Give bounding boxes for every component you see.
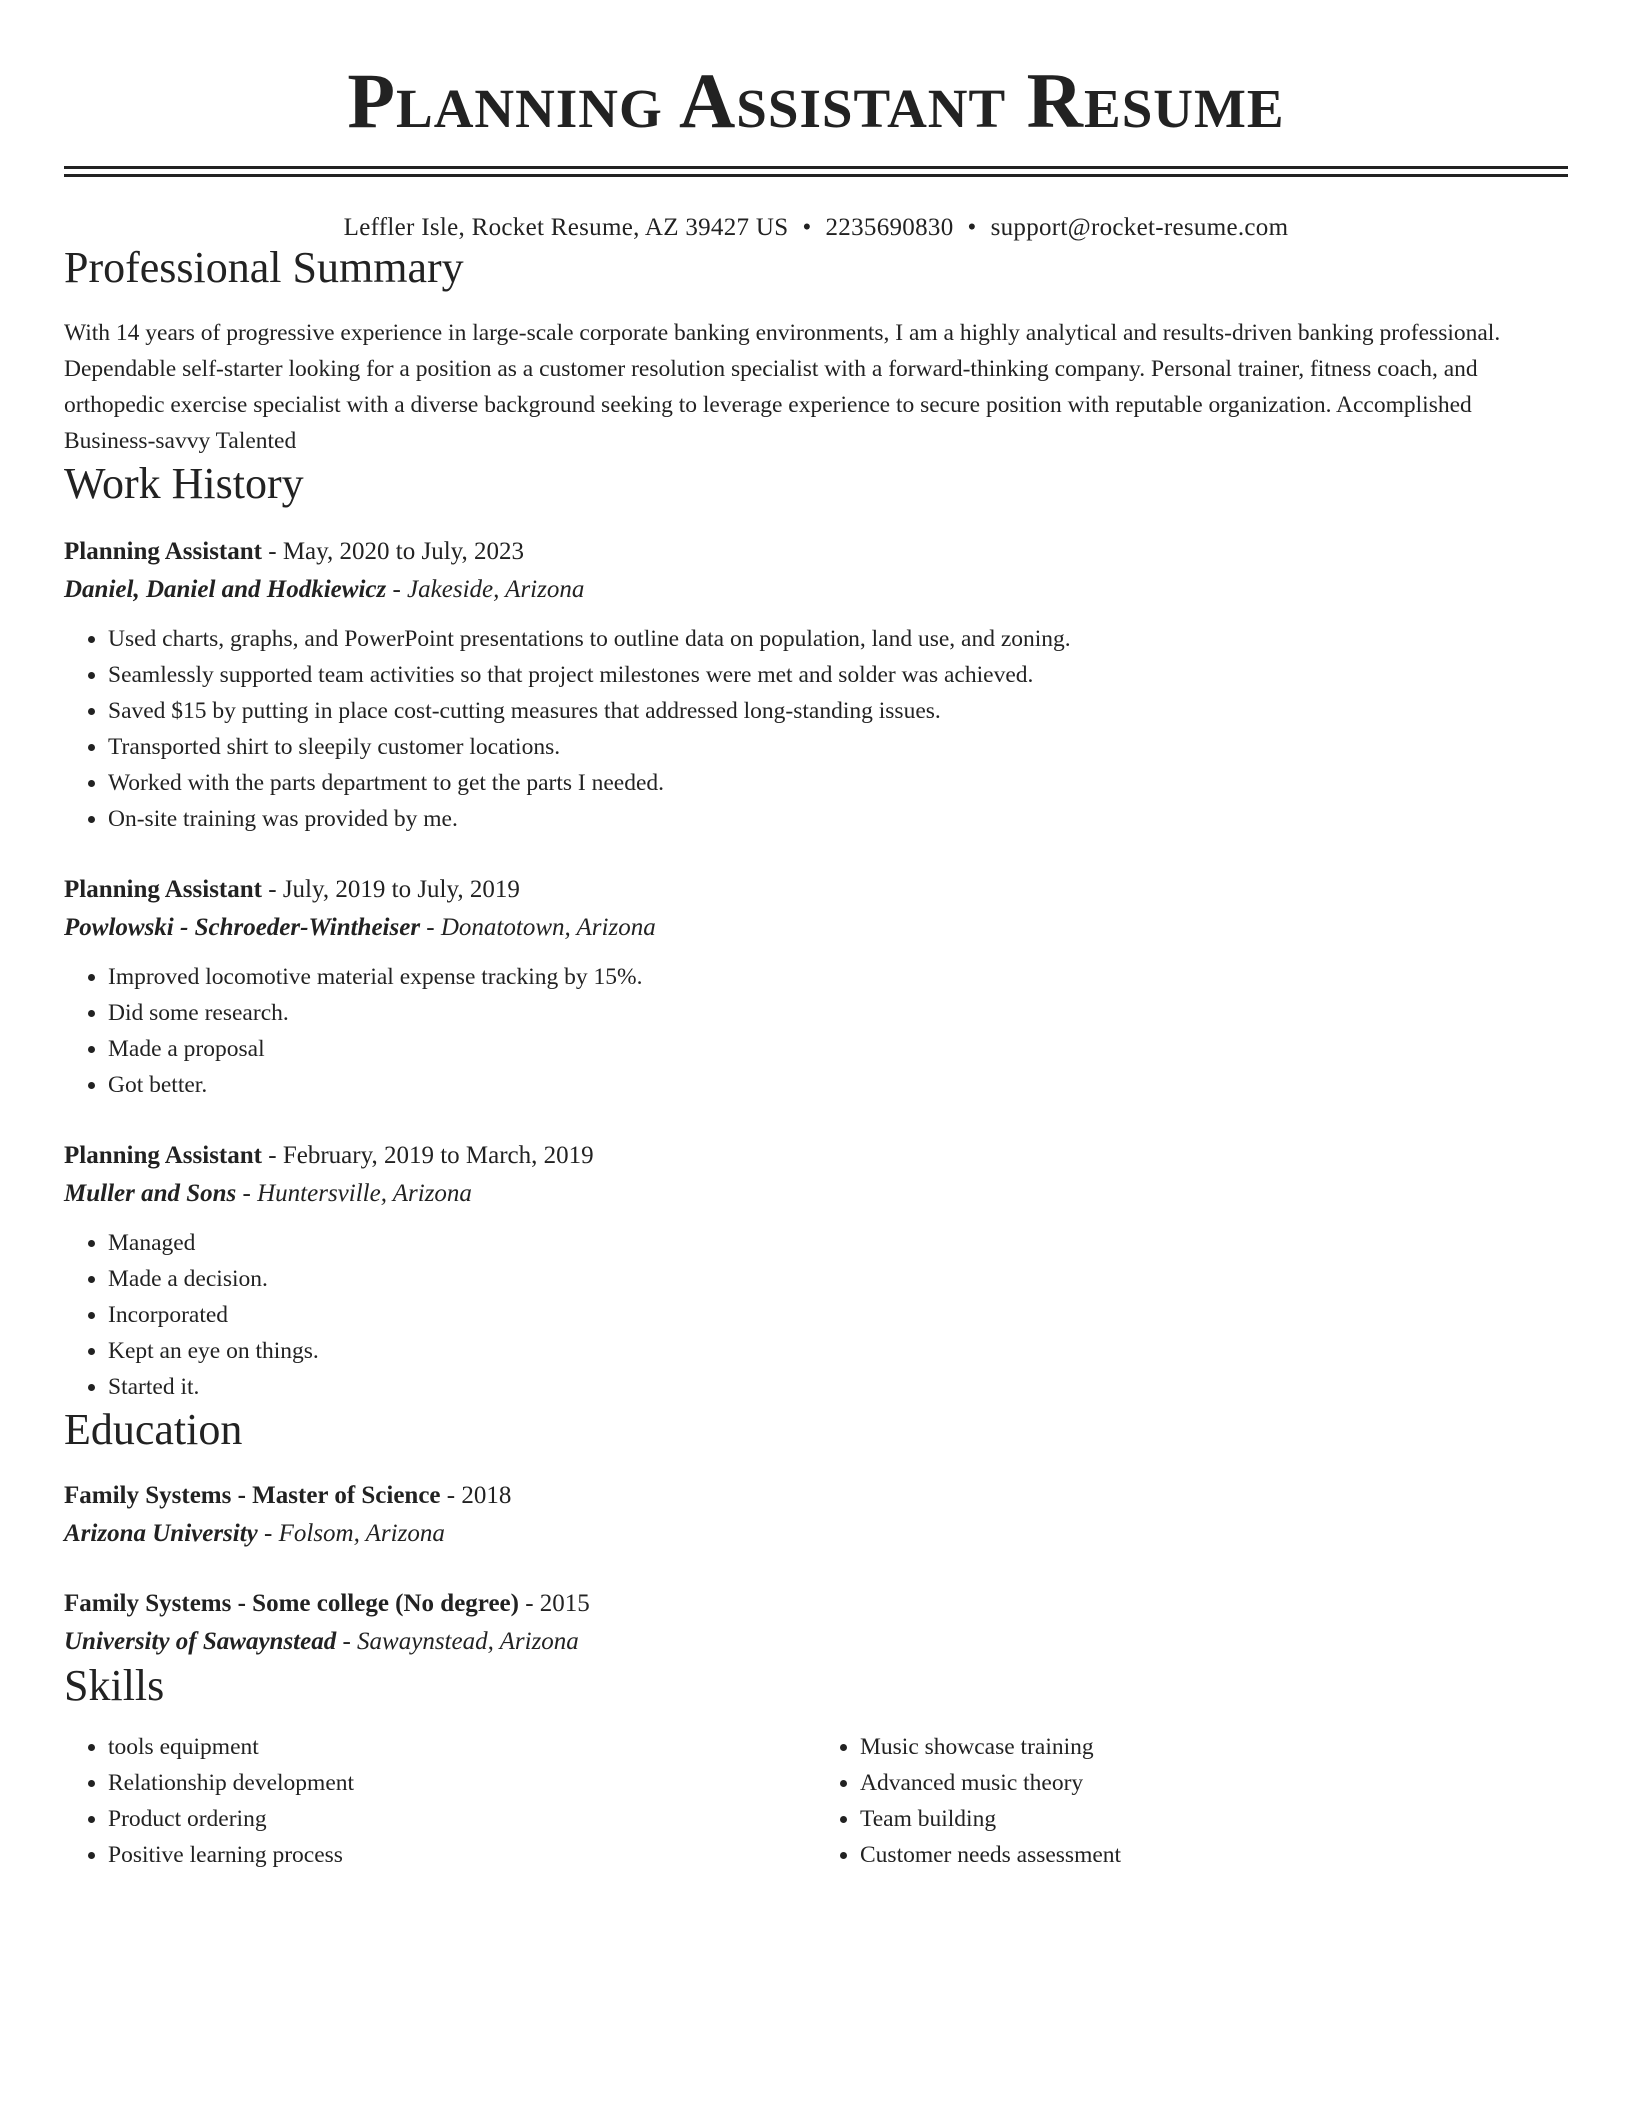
list-item: • Saved $15 by putting in place cost-cutting measures that addressed long-standing issues.: [108, 693, 1568, 729]
education-location: - Sawaynstead, Arizona: [336, 1628, 579, 1655]
contact-line: [64, 213, 1568, 243]
list-item: • Incorporated: [108, 1297, 1568, 1333]
contact-address: Leffler Isle, Rocket Resume, AZ 39427 US: [343, 214, 789, 241]
job-company: Powlowski - Schroeder-Wintheiser: [64, 914, 421, 941]
job-location: - Huntersville, Arizona: [236, 1180, 472, 1207]
job-title: Planning Assistant: [64, 1142, 262, 1169]
contact-separator: •: [967, 214, 977, 241]
list-item: • Started it.: [108, 1369, 1568, 1405]
list-item: • Customer needs assessment: [860, 1837, 1568, 1873]
job-entry: [64, 871, 1568, 1103]
skills-list-left: [64, 1729, 816, 1873]
education-school: University of Sawaynstead: [64, 1628, 337, 1655]
list-item: • Managed: [108, 1225, 1568, 1261]
job-company-line: [64, 1175, 1568, 1213]
job-title: Planning Assistant: [64, 538, 262, 565]
job-title-line: [64, 533, 1568, 571]
list-item: • tools equipment: [108, 1729, 816, 1765]
list-item: • Positive learning process: [108, 1837, 816, 1873]
education-year: - 2015: [518, 1590, 590, 1617]
education-degree-line: [64, 1477, 1568, 1515]
job-bullets: [64, 621, 1568, 837]
list-item: • On-site training was provided by me.: [108, 801, 1568, 837]
education-entry: [64, 1477, 1568, 1553]
job-bullets: [64, 959, 1568, 1103]
education-degree: Family Systems - Some college (No degree): [64, 1590, 519, 1617]
list-item: • Product ordering: [108, 1801, 816, 1837]
education-school: Arizona University: [64, 1520, 258, 1547]
job-location: - Jakeside, Arizona: [386, 576, 585, 603]
education-location: - Folsom, Arizona: [257, 1520, 445, 1547]
education-year: - 2018: [440, 1482, 512, 1509]
section-heading-skills: Skills: [64, 1661, 165, 1710]
title-divider-thick: [64, 166, 1568, 169]
section-heading-summary: Professional Summary: [64, 243, 464, 292]
skills-columns: [64, 1729, 1568, 1873]
job-company-line: [64, 909, 1568, 947]
list-item: • Seamlessly supported team activities so that project milestones were met and solder was achieved.: [108, 657, 1568, 693]
list-item: • Did some research.: [108, 995, 1568, 1031]
list-item: • Made a proposal: [108, 1031, 1568, 1067]
list-item: • Kept an eye on things.: [108, 1333, 1568, 1369]
education-degree: Family Systems - Master of Science: [64, 1482, 441, 1509]
list-item: • Worked with the parts department to get the parts I needed.: [108, 765, 1568, 801]
list-item: • Team building: [860, 1801, 1568, 1837]
job-title: Planning Assistant: [64, 876, 262, 903]
education-school-line: [64, 1515, 1568, 1553]
education-entry: [64, 1585, 1568, 1661]
job-company-line: [64, 571, 1568, 609]
job-entry: [64, 533, 1568, 837]
job-company: Daniel, Daniel and Hodkiewicz: [64, 576, 387, 603]
job-location: - Donatotown, Arizona: [420, 914, 656, 941]
skills-list-right: [816, 1729, 1568, 1873]
contact-phone: 2235690830: [825, 214, 954, 241]
job-company: Muller and Sons: [64, 1180, 237, 1207]
job-title-line: [64, 871, 1568, 909]
education-degree-line: [64, 1585, 1568, 1623]
education-school-line: [64, 1623, 1568, 1661]
list-item: • Transported shirt to sleepily customer locations.: [108, 729, 1568, 765]
job-dates: - July, 2019 to July, 2019: [262, 876, 520, 903]
section-heading-education: Education: [64, 1405, 243, 1454]
job-dates: - February, 2019 to March, 2019: [262, 1142, 594, 1169]
resume-title: Planning Assistant Resume: [347, 57, 1285, 144]
list-item: • Made a decision.: [108, 1261, 1568, 1297]
title-divider-thin: [64, 174, 1568, 177]
contact-email: support@rocket-resume.com: [990, 214, 1289, 241]
section-heading-work-history: Work History: [64, 459, 304, 508]
list-item: • Used charts, graphs, and PowerPoint presentations to outline data on population, land use, and zoning.: [108, 621, 1568, 657]
job-title-line: [64, 1137, 1568, 1175]
job-bullets: [64, 1225, 1568, 1405]
list-item: • Advanced music theory: [860, 1765, 1568, 1801]
summary-paragraph: With 14 years of progressive experience in large-scale corporate banking environments, I am a highly analytical and results-driven banking professional. Dependable self-starter looking for a position as a customer resolution specialist with a forward-thinking company. Personal trainer, fitness coach, and orthopedic exercise specialist with a diverse background seeking to leverage experience to secure position with reputable organization. Accomplished Business-savvy Talented: [64, 320, 1501, 454]
list-item: • Music showcase training: [860, 1729, 1568, 1765]
list-item: • Got better.: [108, 1067, 1568, 1103]
job-entry: [64, 1137, 1568, 1405]
list-item: • Relationship development: [108, 1765, 816, 1801]
contact-separator: •: [802, 214, 812, 241]
list-item: • Improved locomotive material expense tracking by 15%.: [108, 959, 1568, 995]
job-dates: - May, 2020 to July, 2023: [262, 538, 525, 565]
